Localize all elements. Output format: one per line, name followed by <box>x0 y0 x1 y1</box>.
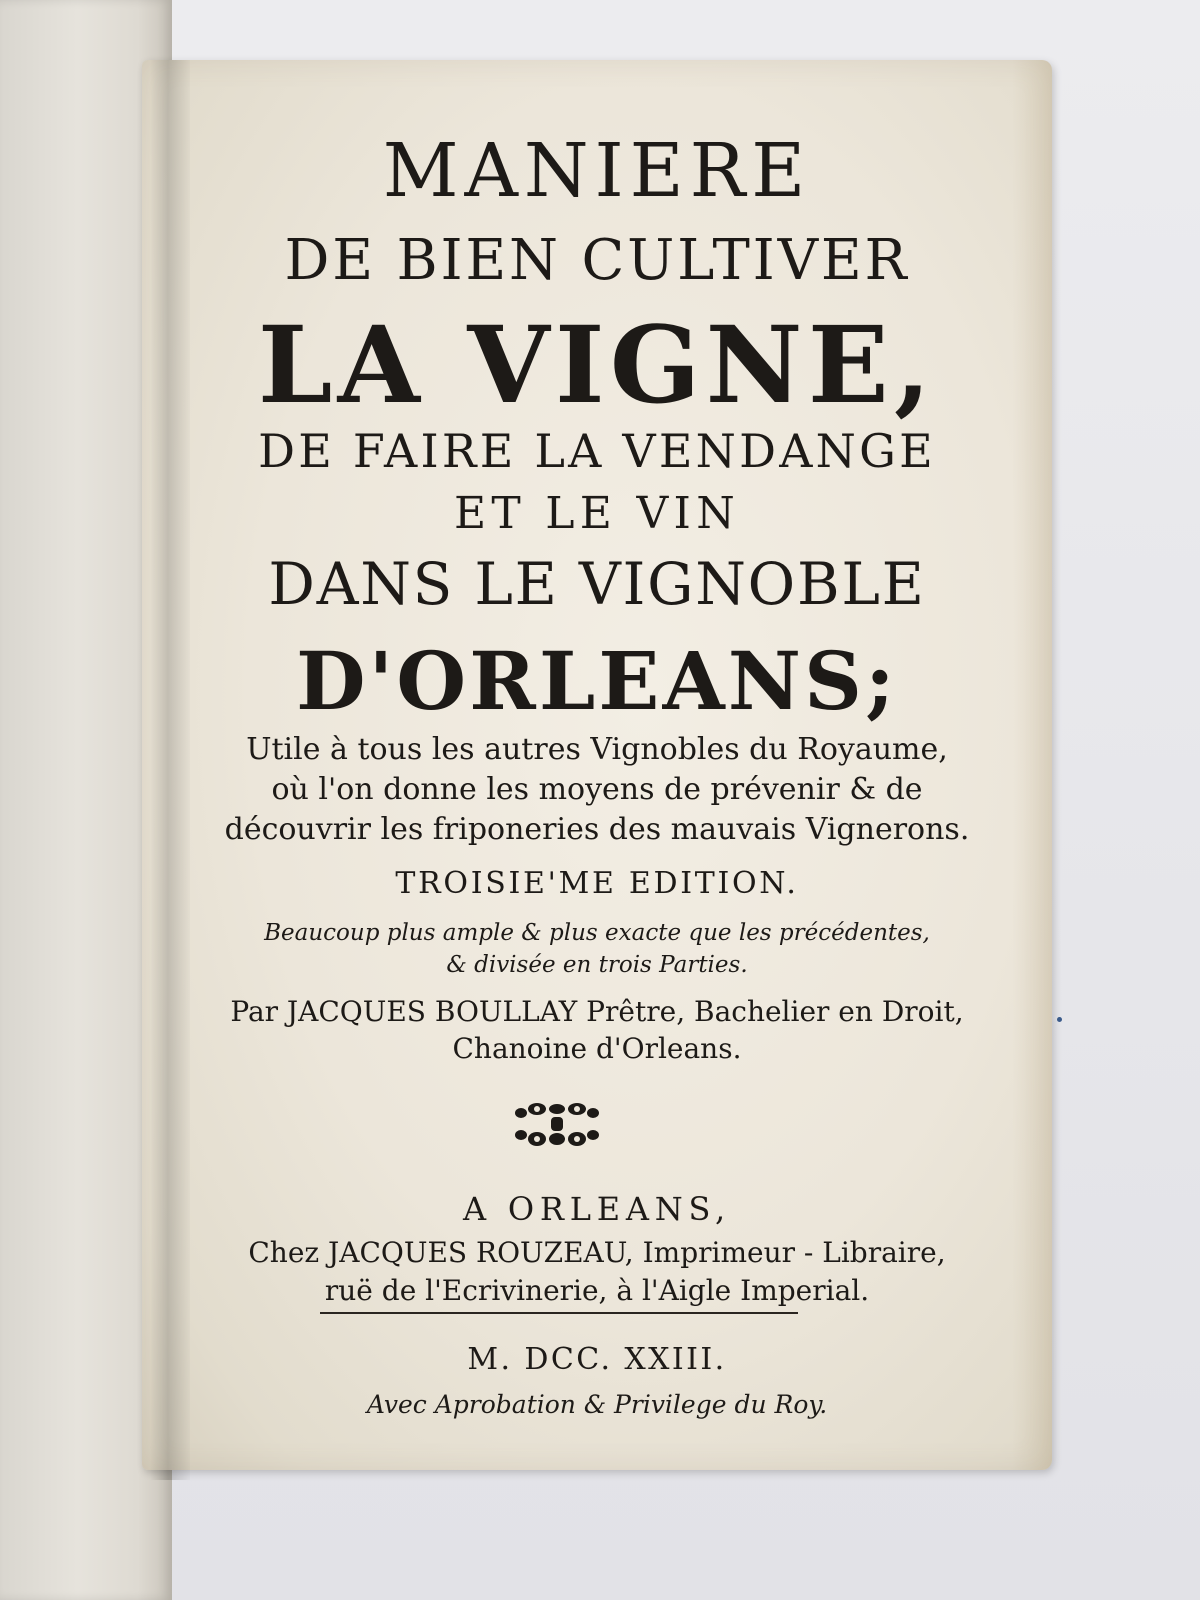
imprint-address: ruë de l'Ecrivinerie, à l'Aigle Imperial. <box>324 1274 870 1307</box>
author-line-1: Par JACQUES BOULLAY Prêtre, Bachelier en Droit, <box>230 995 964 1028</box>
author-line-2: Chanoine d'Orleans. <box>452 1032 742 1065</box>
title-line-de-bien-cultiver: DE BIEN CULTIVER <box>284 228 910 293</box>
edition-note-line-1: Beaucoup plus ample & plus exacte que les précédentes, <box>264 920 930 946</box>
title-line-dans-le-vignoble: DANS LE VIGNOBLE <box>268 550 926 618</box>
title-page <box>142 60 1052 1470</box>
subtitle-line-1: Utile à tous les autres Vignobles du Royaume, <box>246 732 948 767</box>
title-line-et-le-vin: ET LE VIN <box>454 488 740 539</box>
imprint-printer: Chez JACQUES ROUZEAU, Imprimeur - Libraire, <box>248 1236 946 1269</box>
gutter-shadow <box>150 60 190 1480</box>
subtitle-line-3: découvrir les friponeries des mauvais Vignerons. <box>224 812 970 847</box>
title-line-maniere: MANIERE <box>382 128 812 214</box>
imprint-place: A ORLEANS, <box>463 1190 731 1228</box>
title-line-dorleans: D'ORLEANS; <box>296 634 898 728</box>
stray-ink-mark <box>1057 1017 1062 1022</box>
subtitle-line-2: où l'on donne les moyens de prévenir & de <box>271 772 923 807</box>
edition-note-line-2: & divisée en trois Parties. <box>446 952 748 978</box>
fleuron-ornament-icon <box>507 1095 607 1155</box>
title-line-la-vigne: LA VIGNE, <box>257 302 937 427</box>
imprint-rule <box>320 1312 798 1314</box>
edition-statement: TROISIE'ME EDITION. <box>395 866 799 901</box>
title-line-de-faire: DE FAIRE LA VENDANGE <box>258 424 936 478</box>
privilege-line: Avec Aprobation & Privilege du Roy. <box>366 1390 828 1419</box>
imprint-date: M. DCC. XXIII. <box>467 1342 727 1377</box>
